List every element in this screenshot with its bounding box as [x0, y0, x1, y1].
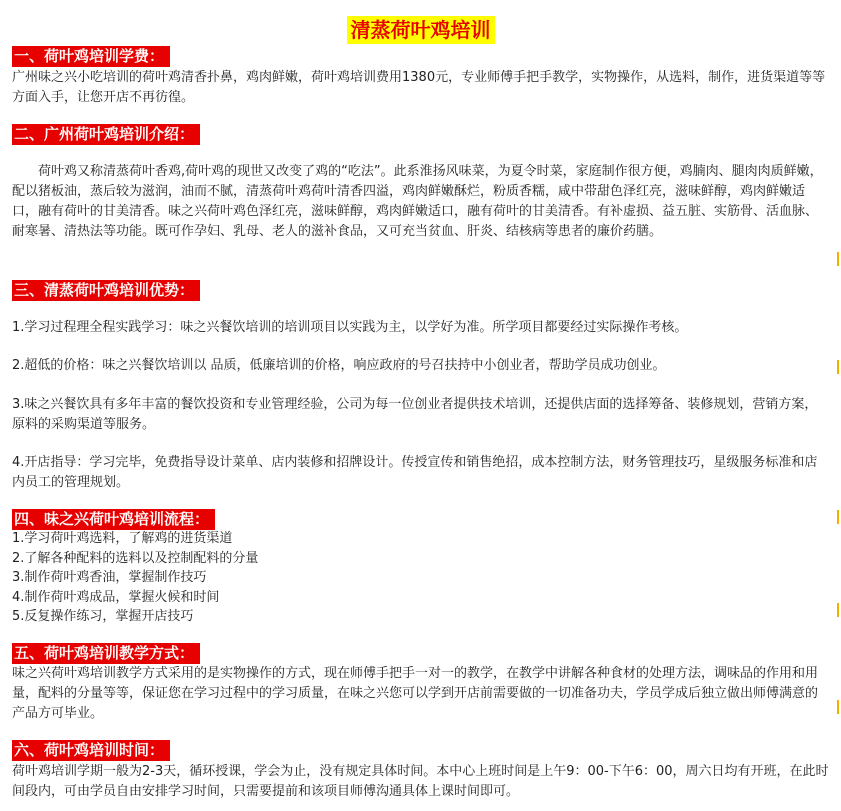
title-container: [0, 16, 841, 44]
section-heading-intro: 二、广州荷叶鸡培训介绍：: [12, 124, 200, 145]
process-list: [12, 529, 830, 627]
advantage-item: 2.超低的价格：味之兴餐饮培训以 品质，低廉培训的价格，响应政府的号召扶持中小创业者，帮助学员成功创业。: [12, 358, 666, 373]
section-text-teaching: 味之兴荷叶鸡培训教学方式采用的是实物操作的方式，现在师傅手把手一对一的教学，在教学中讲解各种食材的处理方法，调味品的作用和用量，配料的分量等等，保证您在学习过程中的学习质量，在味之兴您可以学到开店前需要做的一切准备功夫，学员学成后独立做出师傅满意的产品方可毕业。: [12, 666, 819, 721]
section-heading-advantages: 三、清蒸荷叶鸡培训优势：: [12, 280, 200, 301]
edge-mark: [837, 252, 839, 266]
section-heading-time: 六、荷叶鸡培训时间：: [12, 740, 170, 761]
section-heading-teaching: 五、荷叶鸡培训教学方式：: [12, 643, 200, 664]
section-heading-process: 四、味之兴荷叶鸡培训流程：: [12, 509, 215, 530]
edge-mark: [837, 360, 839, 374]
section-text-time: 荷叶鸡培训学期一般为2-3天，循环授课，学会为止，没有规定具体时间。本中心上班时间是上午9：00-下午6：00，周六日均有开班，在此时间段内，可由学员自由安排学习时间，只需要提前和该项目师傅沟通具体上课时间即可。: [12, 764, 829, 799]
process-item: 1.学习荷叶鸡选料，了解鸡的进货渠道: [12, 531, 233, 546]
section-heading-fee: 一、荷叶鸡培训学费：: [12, 46, 170, 67]
advantage-item: 1.学习过程理全程实践学习：味之兴餐饮培训的培训项目以实践为主，以学好为准。所学项目都要经过实际操作考核。: [12, 320, 688, 335]
edge-mark: [837, 510, 839, 524]
process-item: 4.制作荷叶鸡成品，掌握火候和时间: [12, 589, 220, 605]
process-item: 5.反复操作练习，掌握开店技巧: [12, 609, 194, 624]
advantage-item: 4.开店指导：学习完毕，免费指导设计菜单、店内装修和招牌设计。传授宣传和销售绝招，成本控制方法，财务管理技巧，星级服务标准和店内员工的管理规划。: [12, 455, 818, 490]
section-text-fee: 广州味之兴小吃培训的荷叶鸡清香扑鼻，鸡肉鲜嫩，荷叶鸡培训费用1380元，专业师傅手把手教学，实物操作，从选料，制作，进货渠道等等方面入手，让您开店不再彷徨。: [12, 70, 826, 105]
section-text-intro: 荷叶鸡又称清蒸荷叶香鸡,荷叶鸡的现世又改变了鸡的“吃法”。此系淮扬风味菜，为夏令时菜，家庭制作很方便，鸡腩肉、腿肉肉质鲜嫩，配以猪板油，蒸后较为滋润，油而不腻，清蒸荷叶鸡荷叶清香四溢，鸡肉鲜嫩酥烂，粉质香糯，咸中带甜色泽红亮，滋味鲜醇，鸡肉鲜嫩适口，融有荷叶的甘美清香。味之兴荷叶鸡色泽红亮，滋味鲜醇，鸡肉鲜嫩适口，融有荷叶的甘美清香。有补虚损、益五脏、实筋骨、活血脉、耐寒暑、清热法等功能。既可作孕妇、乳母、老人的滋补食品，又可充当贫血、肝炎、结核病等患者的廉价药膳。: [12, 164, 823, 239]
advantage-item: 3.味之兴餐饮具有多年丰富的餐饮投资和专业管理经验，公司为每一位创业者提供技术培训，还提供店面的选择筹备、装修规划，营销方案，原料的采购渠道等服务。: [12, 397, 818, 432]
page-title: 清蒸荷叶鸡培训: [347, 16, 495, 44]
edge-mark: [837, 700, 839, 714]
process-item: 2.了解各种配料的选料以及控制配料的分量: [12, 550, 259, 566]
process-item: 3.制作荷叶鸡香油，掌握制作技巧: [12, 570, 207, 585]
edge-mark: [837, 603, 839, 617]
